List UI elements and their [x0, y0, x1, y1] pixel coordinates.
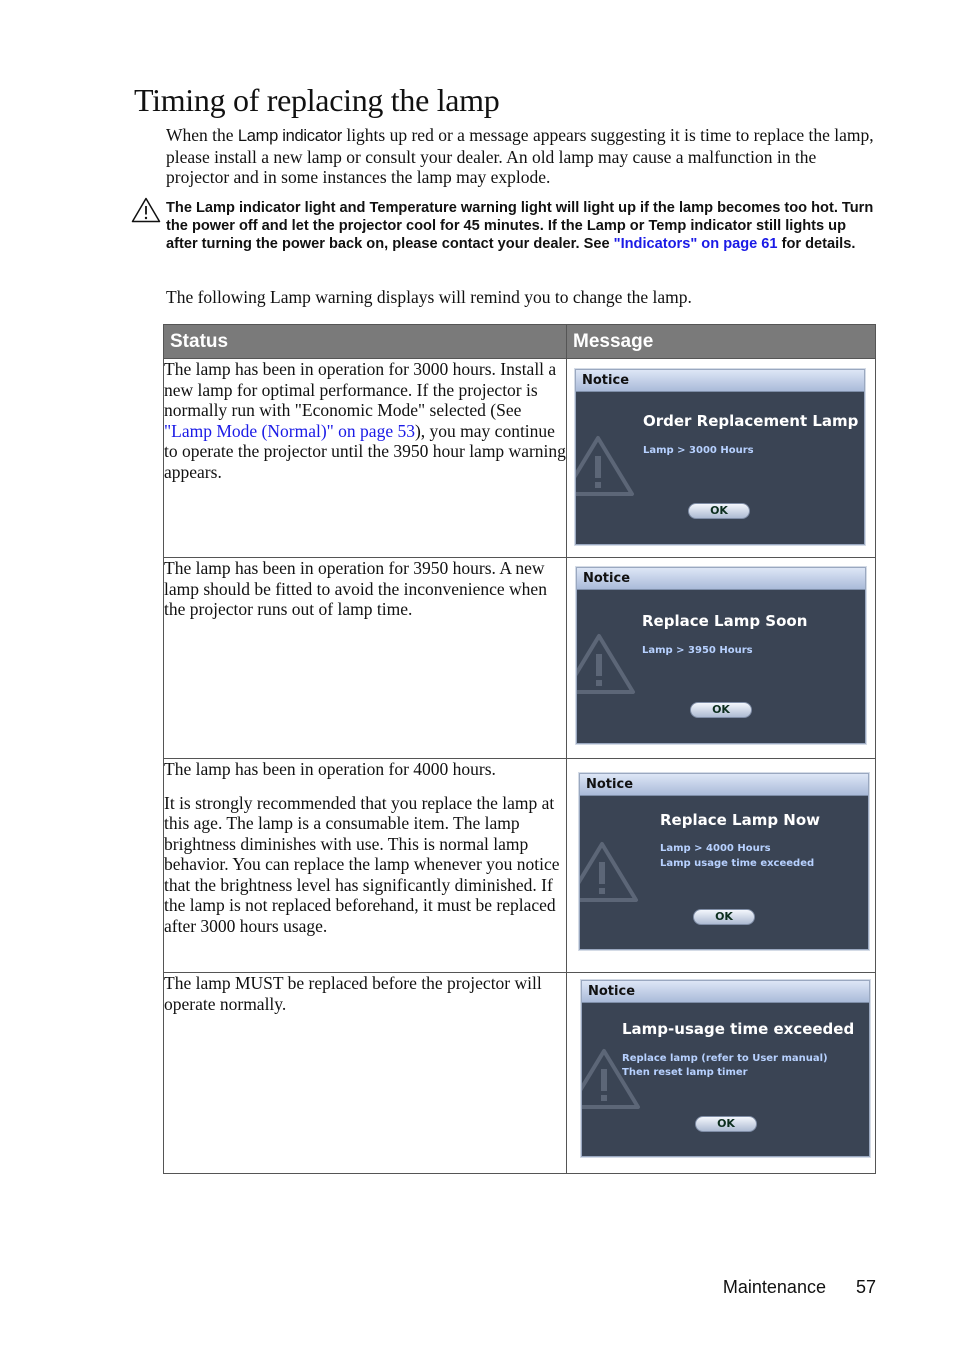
status-cell: [164, 558, 567, 759]
warning-triangle-icon: [576, 630, 639, 694]
intro-paragraph: [166, 125, 876, 188]
notice-title-bar: Notice: [576, 370, 864, 392]
page-footer: [723, 1277, 876, 1298]
status-text: The lamp has been in operation for 4000 hours.: [164, 759, 496, 779]
intro-text-pre: When the: [166, 125, 238, 145]
intro-text-post: lights up red or a message appears suggesting it is time to replace the lamp, please install a new lamp or consult your dealer. An old lamp may cause a malfunction in the projector and in some instances the lamp may explode.: [166, 125, 874, 187]
notice-title-bar: Notice: [577, 568, 865, 590]
lamp-mode-link[interactable]: "Lamp Mode (Normal)" on page 53: [164, 420, 415, 441]
notice-heading: Order Replacement Lamp: [643, 412, 859, 430]
lamp-warning-intro: The following Lamp warning displays will remind you to change the lamp.: [166, 287, 692, 307]
table-row: [164, 558, 876, 759]
status-text-post: ), you may continue to operate the projector until the 3950 hour lamp warning appears.: [164, 420, 566, 482]
indicators-link[interactable]: "Indicators" on page 61: [613, 236, 778, 253]
notice-title-bar: Notice: [582, 981, 869, 1003]
table-row: [164, 359, 876, 558]
lamp-hours-text: Lamp > 4000 Hours: [660, 843, 771, 854]
warning-text-pre: The Lamp indicator light and Temperature warning light will light up if the lamp becomes too hot. Turn the power off and let the projector cool for 45 minutes. If the Lamp or Temp indicator still lights up after turning the power back on, please contact your dealer. See: [166, 200, 874, 253]
status-text: The lamp has been in operation for 3950 hours. A new lamp should be fitted to avoid the inconvenience when the projector runs out of lamp time.: [164, 558, 547, 619]
caution-icon: [131, 197, 161, 223]
lamp-notice-dialog: [576, 567, 866, 744]
page-title: Timing of replacing the lamp: [134, 82, 500, 118]
table-header-row: [164, 325, 876, 359]
notice-heading: Replace Lamp Now: [660, 811, 820, 829]
message-cell: [567, 359, 876, 558]
replace-lamp-text: Replace lamp (refer to User manual): [622, 1053, 828, 1064]
message-cell: [567, 973, 876, 1174]
lamp-indicator-term: Lamp indicator: [237, 127, 342, 145]
message-column-header: Message: [567, 325, 876, 359]
lamp-hours-text: Lamp > 3950 Hours: [642, 645, 753, 656]
status-cell: [164, 359, 567, 558]
notice-title-bar: Notice: [580, 774, 868, 796]
footer-section: Maintenance: [722, 1277, 826, 1297]
status-text: The lamp MUST be replaced before the projector will operate normally.: [164, 973, 542, 1014]
warning-text-post: for details.: [777, 236, 856, 253]
ok-button[interactable]: OK: [693, 909, 755, 925]
reset-timer-text: Then reset lamp timer: [622, 1067, 748, 1078]
ok-button[interactable]: OK: [690, 702, 752, 718]
lamp-notice-dialog: [579, 773, 869, 950]
message-cell: [567, 558, 876, 759]
status-cell: [164, 973, 567, 1174]
warning-note: [166, 199, 878, 254]
status-recommendation-text: It is strongly recommended that you replace the lamp at this age. The lamp is a consumable item. The lamp brightness diminishes with use. This is normal lamp behavior. You can replace the lamp whenever you notice that the brightness level has significantly diminished. If the lamp is not replaced beforehand, it must be replaced after 3000 hours usage.: [164, 792, 560, 936]
table-row: [164, 759, 876, 973]
ok-button[interactable]: OK: [688, 503, 750, 519]
status-cell: [164, 759, 567, 973]
warning-triangle-icon: [579, 838, 642, 902]
table-row: [164, 973, 876, 1174]
notice-heading: Replace Lamp Soon: [642, 612, 808, 630]
status-text-pre: The lamp has been in operation for 3000 hours. Install a new lamp for optimal performance. If the projector is normally run with "Economic Mode" selected (See: [164, 359, 557, 420]
lamp-usage-exceeded-text: Lamp usage time exceeded: [660, 858, 815, 869]
lamp-notice-dialog: [581, 980, 870, 1157]
warning-triangle-icon: [575, 432, 638, 496]
lamp-notice-dialog: [575, 369, 865, 545]
ok-button[interactable]: OK: [695, 1116, 757, 1132]
page-number: 57: [855, 1277, 876, 1297]
notice-heading: Lamp-usage time exceeded: [622, 1020, 855, 1038]
status-column-header: Status: [164, 325, 567, 359]
lamp-warning-table: [163, 324, 876, 1174]
lamp-hours-text: Lamp > 3000 Hours: [643, 445, 754, 456]
message-cell: [567, 759, 876, 973]
